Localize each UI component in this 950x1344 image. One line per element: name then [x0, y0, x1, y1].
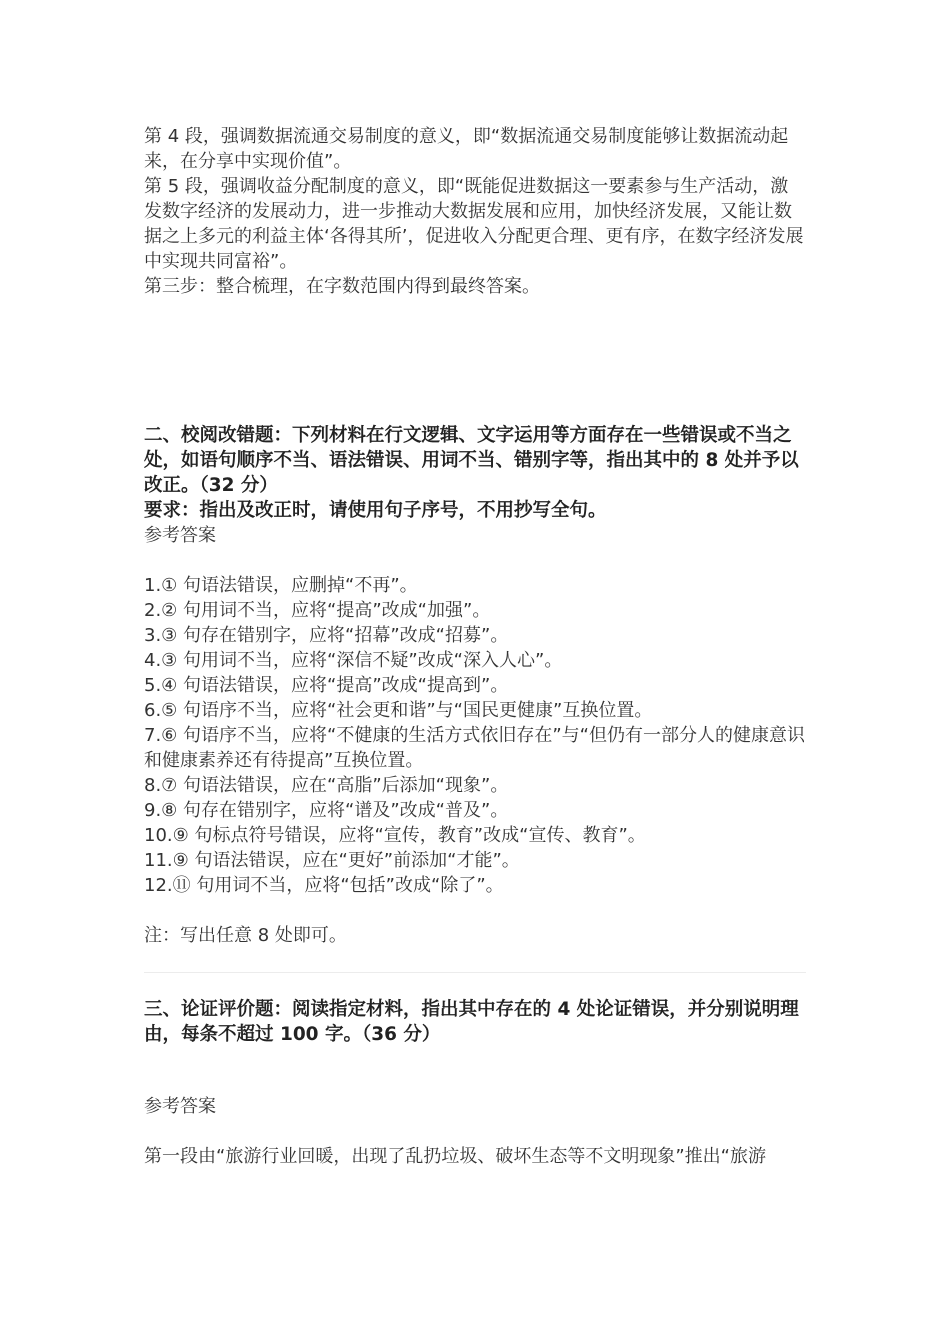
list-item: 8.⑦ 句语法错误，应在“高脂”后添加“现象”。	[144, 775, 509, 796]
list-item: 2.② 句用词不当，应将“提高”改成“加强”。	[144, 600, 491, 621]
note-text: 注：写出任意 8 处即可。	[144, 925, 347, 946]
document-page	[144, 124, 806, 1169]
list-item: 7.⑥ 句语序不当，应将“不健康的生活方式依旧存在”与“但仍有一部分人的健康意识和健康素养还有待提高”互换位置。	[144, 725, 806, 771]
section-heading: 二、校阅改错题：下列材料在行文逻辑、文字运用等方面存在一些错误或不当之处，如语句顺序不当、语法错误、用词不当、错别字等，指出其中的 8 处并予以改正。（32 分）	[144, 425, 799, 496]
answer-label: 参考答案	[144, 525, 216, 546]
section-heading: 三、论证评价题：阅读指定材料，指出其中存在的 4 处论证错误，并分别说明理由，每条不超过 100 字。（36 分）	[144, 999, 799, 1045]
paragraph: 第一段由“旅游行业回暖，出现了乱扔垃圾、破坏生态等不文明现象”推出“旅游	[144, 1146, 766, 1167]
list-item: 9.⑧ 句存在错别字，应将“谱及”改成“普及”。	[144, 800, 509, 821]
list-item: 1.① 句语法错误，应删掉“不再”。	[144, 575, 418, 596]
list-item: 3.③ 句存在错别字，应将“招幕”改成“招募”。	[144, 625, 509, 646]
requirement-text: 要求：指出及改正时，请使用句子序号，不用抄写全句。	[144, 500, 607, 521]
list-item: 12.⑪ 句用词不当，应将“包括”改成“除了”。	[144, 875, 504, 896]
list-item: 10.⑨ 句标点符号错误，应将“宣传，教育”改成“宣传、教育”。	[144, 825, 646, 846]
list-item: 11.⑨ 句语法错误，应在“更好”前添加“才能”。	[144, 850, 520, 871]
answer-list	[144, 573, 806, 898]
paragraph: 第三步：整合梳理，在字数范围内得到最终答案。	[144, 276, 540, 297]
paragraph: 第 4 段，强调数据流通交易制度的意义，即“数据流通交易制度能够让数据流动起来，在分享中实现价值”。	[144, 126, 789, 172]
list-item: 5.④ 句语法错误，应将“提高”改成“提高到”。	[144, 675, 509, 696]
list-item: 4.③ 句用词不当，应将“深信不疑”改成“深入人心”。	[144, 650, 563, 671]
paragraph: 第 5 段，强调收益分配制度的意义，即“既能促进数据这一要素参与生产活动，激发数字经济的发展动力，进一步推动大数据发展和应用，加快经济发展，又能让数据之上多元的利益主体‘各得其所’，促进收入分配更合理、更有序，在数字经济发展中实现共同富裕”。	[144, 176, 804, 272]
list-item: 6.⑤ 句语序不当，应将“社会更和谐”与“国民更健康”互换位置。	[144, 700, 653, 721]
answer-label: 参考答案	[144, 1096, 216, 1117]
